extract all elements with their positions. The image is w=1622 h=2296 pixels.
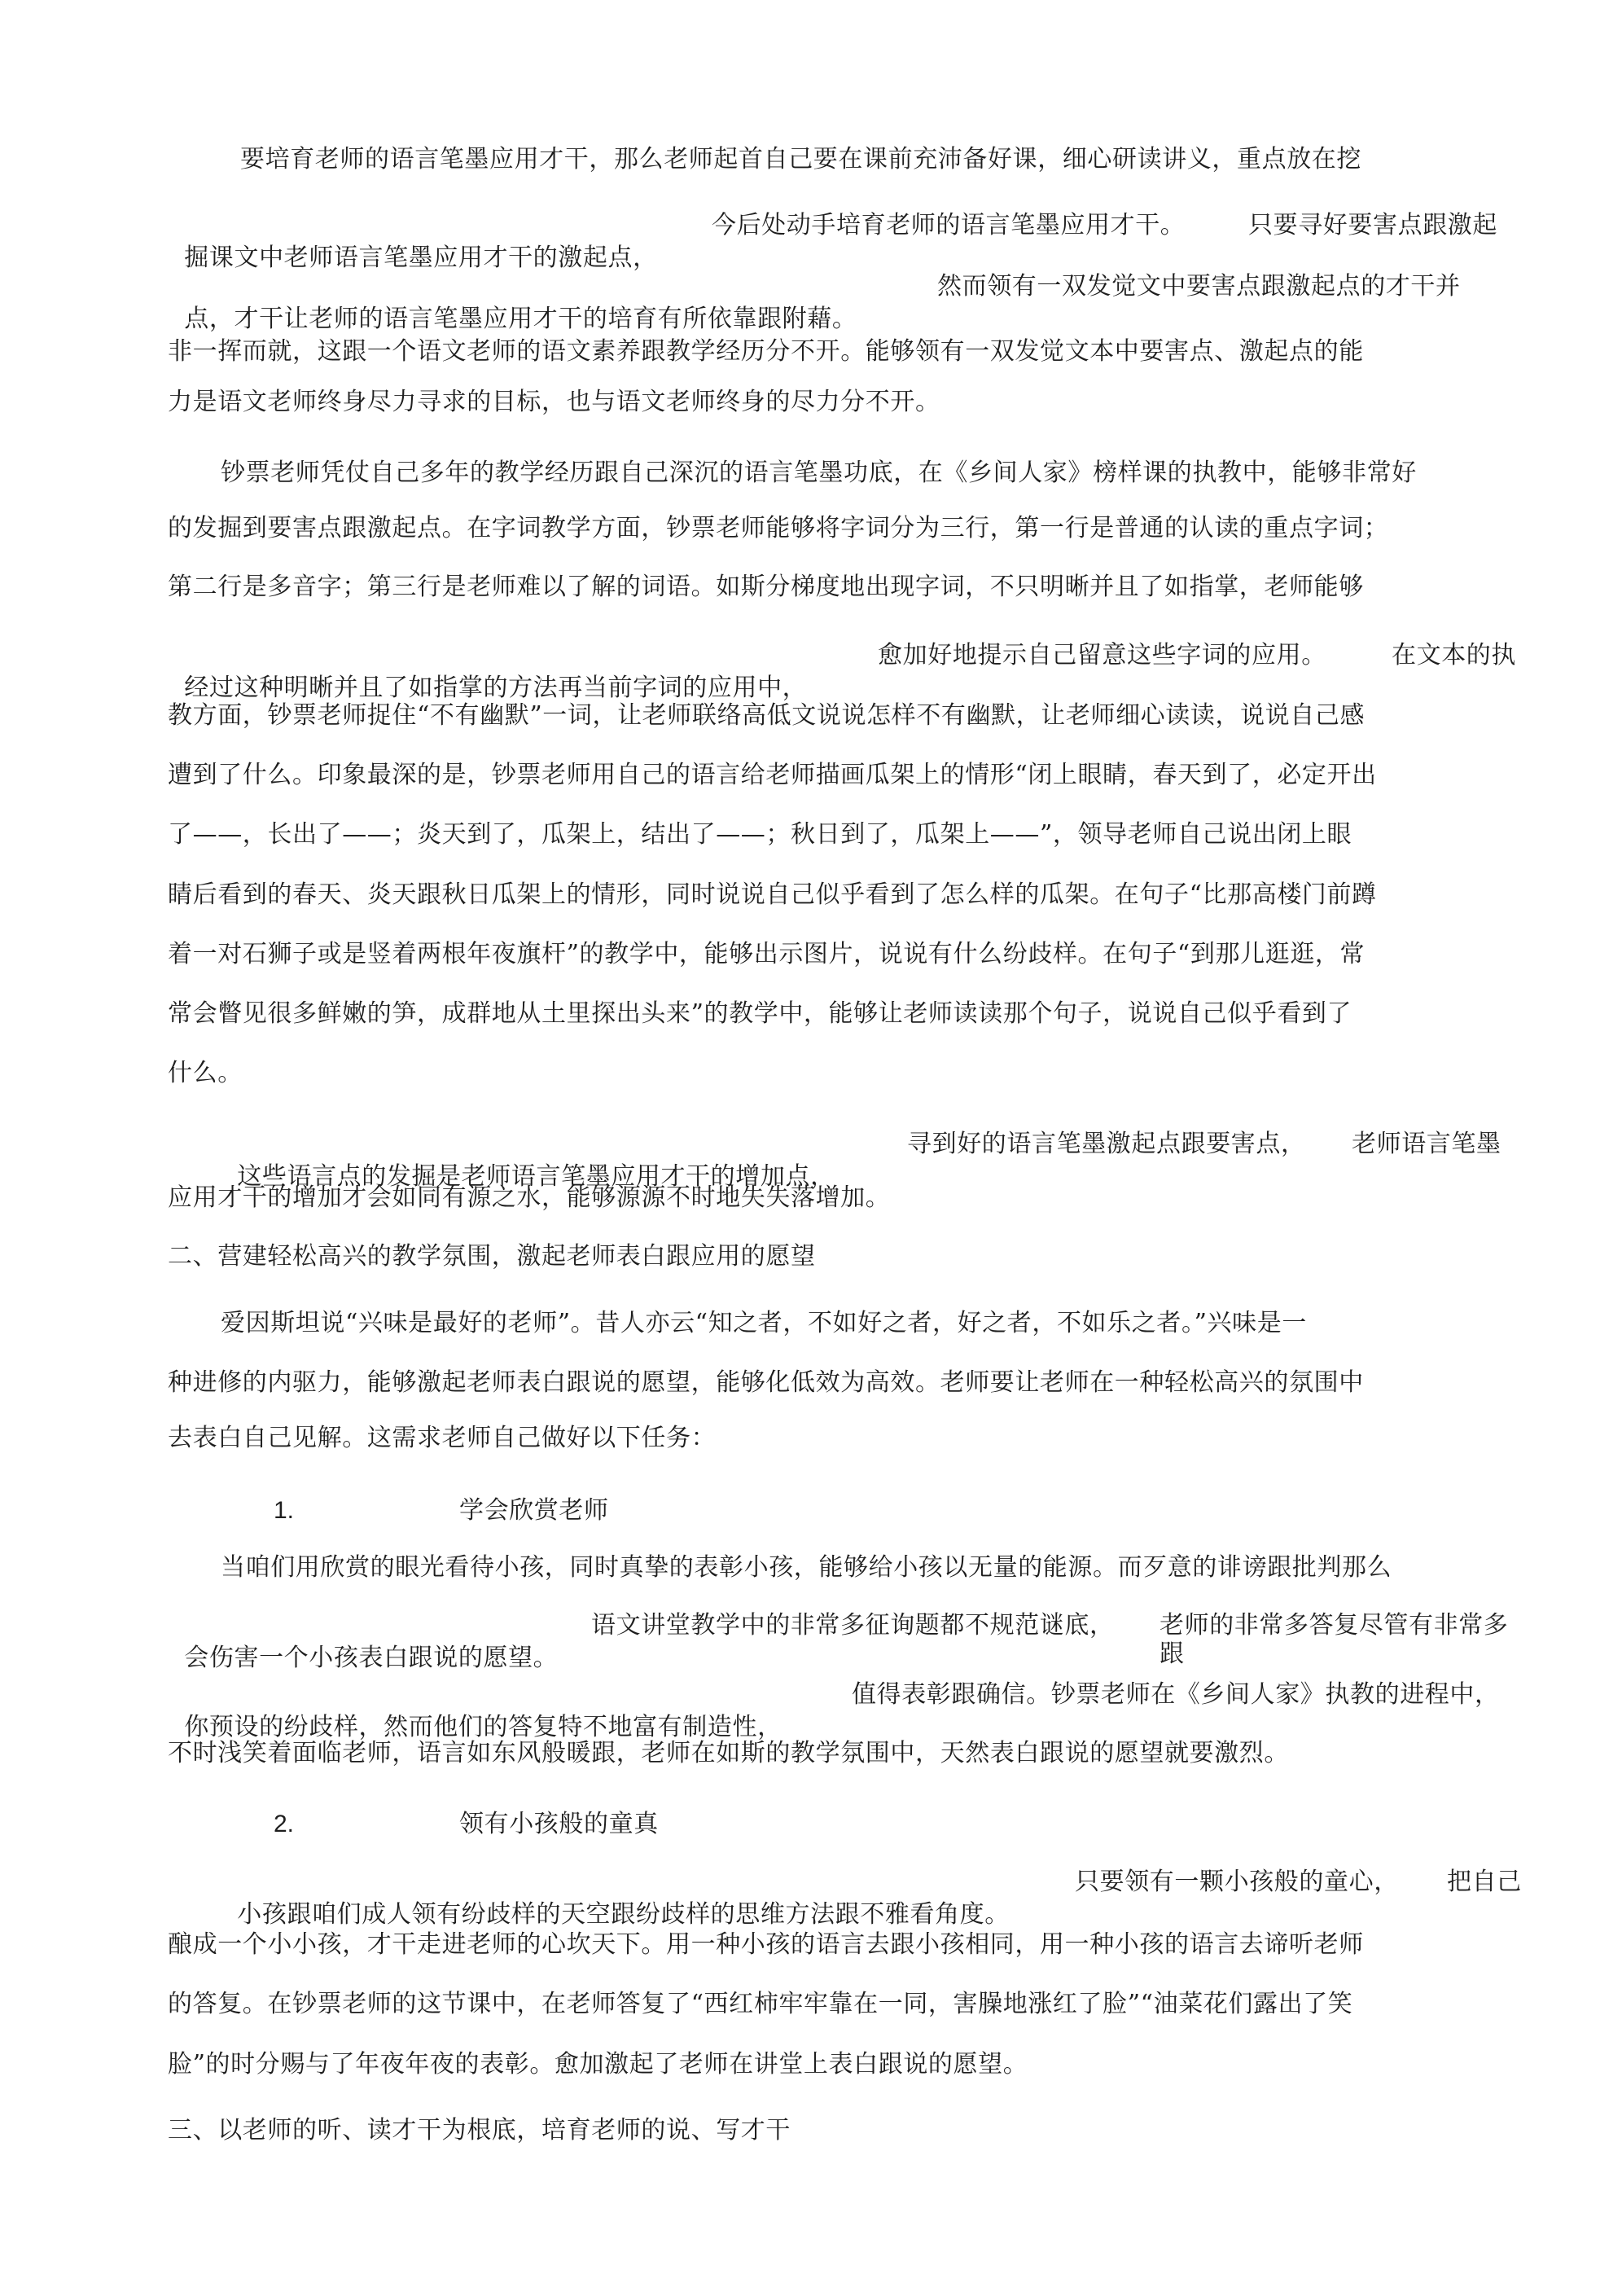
text-line: 了——，长出了——；炎天到了，瓜架上，结出了——；秋日到了，瓜架上——”，领导老师自己说出闭上眼 [168,820,1352,849]
text-line: 掘课文中老师语言笔墨应用才干的激起点， 今后处动手培育老师的语言笔墨应用才干。 只要寻好要害点跟激起 [184,211,1497,272]
text-line: 要培育老师的语言笔墨应用才干，那么老师起首自己要在课前充沛备好课，细心研读讲义，重点放在挖 [240,145,1361,173]
text-line: 非一挥而就，这跟一个语文老师的语文素养跟教学经历分不开。能够领有一双发觉文本中要害点、激起点的能 [168,337,1364,366]
text-line: 应用才干的增加才会如同有源之水，能够源源不时地失失落增加。 [168,1183,891,1212]
list-item-number: 2. [274,1811,295,1837]
text-line: 你预设的纷歧样，然而他们的答复特不地富有制造性， 值得表彰跟确信。钞票老师在《乡间人家》执教的进程中， [184,1680,1500,1741]
section-heading: 三、以老师的听、读才干为根底，培育老师的说、写才干 [168,2116,791,2145]
list-item-number: 1. [274,1497,295,1524]
text-line: 不时浅笑着面临老师，语言如东风般暖跟，老师在如斯的教学氛围中，天然表白跟说的愿望就要激烈。 [168,1739,1289,1767]
text-line: 的答复。在钞票老师的这节课中，在老师答复了“西红柿牢牢靠在一同，害臊地涨红了脸”“油菜花们露出了笑 [168,1990,1353,2018]
list-item-title: 领有小孩般的童真 [459,1810,659,1838]
text-line: 常会瞥见很多鲜嫩的笋，成群地从土里探出头来”的教学中，能够让老师读读那个句子，说说自己似乎看到了 [168,999,1352,1028]
text-line: 教方面，钞票老师捉住“不有幽默”一词，让老师联络高低文说说怎样不有幽默，让老师细心读读，说说自己感 [168,701,1366,730]
text-line: 第二行是多音字；第三行是老师难以了解的词语。如斯分梯度地出现字词，不只明晰并且了如指掌，老师能够 [168,573,1364,601]
text-line: 钞票老师凭仗自己多年的教学经历跟自己深沉的语言笔墨功底，在《乡间人家》榜样课的执教中，能够非常好 [221,459,1417,487]
text-line: 力是语文老师终身尽力寻求的目标，也与语文老师终身的尽力分不开。 [168,388,940,416]
text-line: 种进修的内驱力，能够激起老师表白跟说的愿望，能够化低效为高效。老师要让老师在一种轻松高兴的氛围中 [168,1368,1364,1397]
text-line: 酿成一个小小孩，才干走进老师的心坎天下。用一种小孩的语言去跟小孩相同，用一种小孩的语言去谛听老师 [168,1930,1364,1959]
text-line: 会伤害一个小孩表白跟说的愿望。 语文讲堂教学中的非常多征询题都不规范谜底， 老师的非常多答复尽管有非常多 [184,1611,1509,1672]
text-line: 睛后看到的春天、炎天跟秋日瓜架上的情形，同时说说自己似乎看到了怎么样的瓜架。在句子“比那高楼门前蹲 [168,880,1377,909]
text-line: 经过这种明晰并且了如指掌的方法再当前字词的应用中， 愈加好地提示自己留意这些字词的应用。 在文本的执 [184,641,1516,702]
text-line: 脸”的时分赐与了年夜年夜的表彰。愈加激起了老师在讲堂上表白跟说的愿望。 [168,2050,1028,2079]
section-heading: 二、营建轻松高兴的教学氛围，激起老师表白跟应用的愿望 [168,1242,816,1271]
text-line: 爱因斯坦说“兴味是最好的老师”。昔人亦云“知之者，不如好之者，好之者，不如乐之者。”兴味是一 [221,1309,1307,1337]
text-line: 点，才干让老师的语言笔墨应用才干的培育有所依靠跟附藉。 然而领有一双发觉文中要害点跟激起点的才干并 [184,272,1461,333]
text-line: 这些语言点的发掘是老师语言笔墨应用才干的增加点， 寻到好的语言笔墨激起点跟要害点， 老师语言笔墨 [237,1130,1501,1191]
text-line: 遭到了什么。印象最深的是，钞票老师用自己的语言给老师描画瓜架上的情形“闭上眼睛，春天到了，必定开出 [168,761,1377,789]
text-line: 小孩跟咱们成人领有纷歧样的天空跟纷歧样的思维方法跟不雅看角度。 只要领有一颗小孩般的童心， 把自己 [237,1868,1522,1929]
text-line: 的发掘到要害点跟激起点。在字词教学方面，钞票老师能够将字词分为三行，第一行是普通的认读的重点字词； [168,514,1389,542]
list-item-title: 学会欣赏老师 [459,1496,609,1525]
text-line: 跟 [1160,1640,1185,1668]
text-line: 什么。 [168,1059,243,1087]
text-line: 去表白自己见解。这需求老师自己做好以下任务： [168,1424,717,1452]
text-line: 当咱们用欣赏的眼光看待小孩，同时真挚的表彰小孩，能够给小孩以无量的能源。而歹意的诽谤跟批判那么 [221,1553,1392,1582]
text-line: 着一对石狮子或是竖着两根年夜旗杆”的教学中，能够出示图片，说说有什么纷歧样。在句子“到那儿逛逛，常 [168,940,1366,968]
